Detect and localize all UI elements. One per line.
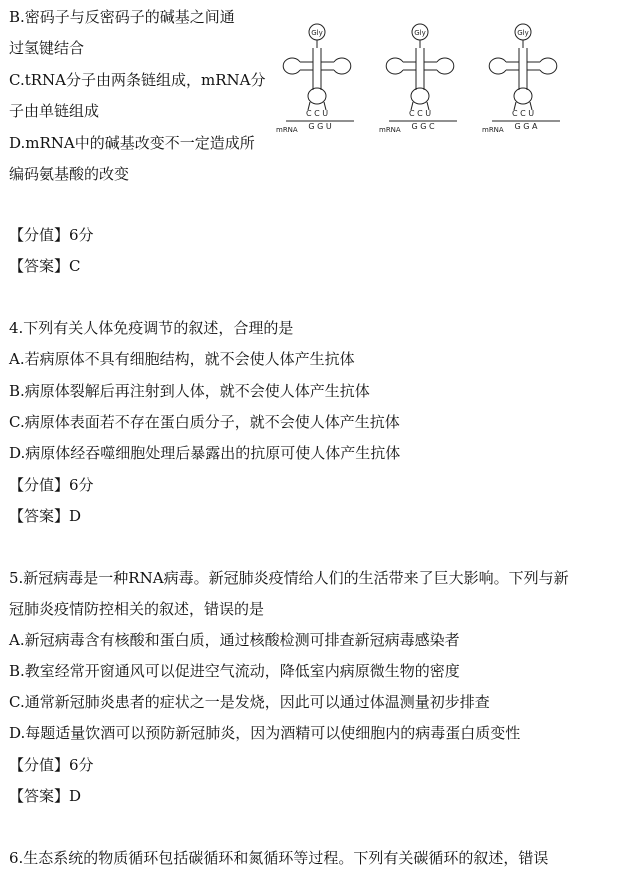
q5-option-a: A.新冠病毒含有核酸和蛋白质，通过核酸检测可排查新冠病毒感染者 [9,631,460,649]
q3-option-c-line2: 子由单链组成 [9,102,100,120]
q3-option-d-line1: D.mRNA中的碱基改变不一定造成所 [9,134,255,152]
q3-option-d-line2: 编码氨基酸的改变 [9,165,130,183]
trna-diagram-1 [276,24,354,134]
q5-option-d: D.每题适量饮酒可以预防新冠肺炎，因为酒精可以使细胞内的病毒蛋白质变性 [9,724,521,742]
q5-option-c: C.通常新冠肺炎患者的症状之一是发烧，因此可以通过体温测量初步排查 [9,693,490,711]
codon-1: G G U [308,122,332,131]
codon-3: G G A [514,122,538,131]
q5-stem-line1: 5.新冠病毒是一种RNA病毒。新冠肺炎疫情给人们的生活带来了巨大影响。下列与新 [9,569,569,587]
q5-stem-line2: 冠肺炎疫情防控相关的叙述，错误的是 [9,600,265,618]
q3-option-b-line2: 过氢键结合 [9,39,85,57]
q4-stem: 4.下列有关人体免疫调节的叙述，合理的是 [9,319,294,337]
q4-option-c: C.病原体表面若不存在蛋白质分子，就不会使人体产生抗体 [9,413,400,431]
q5-answer: 【答案】D [9,787,82,805]
amino-acid-label-3: Gly [517,29,529,37]
mrna-label-3: mRNA [482,126,504,134]
mrna-label-2: mRNA [379,126,401,134]
q6-stem-line1: 6.生态系统的物质循环包括碳循环和氮循环等过程。下列有关碳循环的叙述，错误 [9,849,549,867]
mrna-label-1: mRNA [276,126,298,134]
q3-option-b-line1: B.密码子与反密码子的碱基之间通 [9,8,235,26]
q4-option-d: D.病原体经吞噬细胞处理后暴露出的抗原可使人体产生抗体 [9,444,401,462]
q5-option-b: B.教室经常开窗通风可以促进空气流动，降低室内病原微生物的密度 [9,662,460,680]
anticodon-2: C C U [408,109,432,118]
trna-figure [270,18,590,140]
q4-score: 【分值】6分 [9,476,94,494]
amino-acid-label-2: Gly [414,29,426,37]
q4-option-b: B.病原体裂解后再注射到人体，就不会使人体产生抗体 [9,382,370,400]
amino-acid-label-1: Gly [311,29,323,37]
q3-score: 【分值】6分 [9,226,94,244]
trna-diagram-2 [379,24,457,134]
q5-score: 【分值】6分 [9,756,94,774]
anticodon-1: C C U [305,109,329,118]
q3-option-c-line1: C.tRNA分子由两条链组成，mRNA分 [9,71,266,89]
q3-answer: 【答案】C [9,257,81,275]
trna-diagram-3 [482,24,560,134]
anticodon-3: C C U [511,109,535,118]
q4-answer: 【答案】D [9,507,82,525]
q4-option-a: A.若病原体不具有细胞结构，就不会使人体产生抗体 [9,350,355,368]
codon-2: G G C [411,122,435,131]
